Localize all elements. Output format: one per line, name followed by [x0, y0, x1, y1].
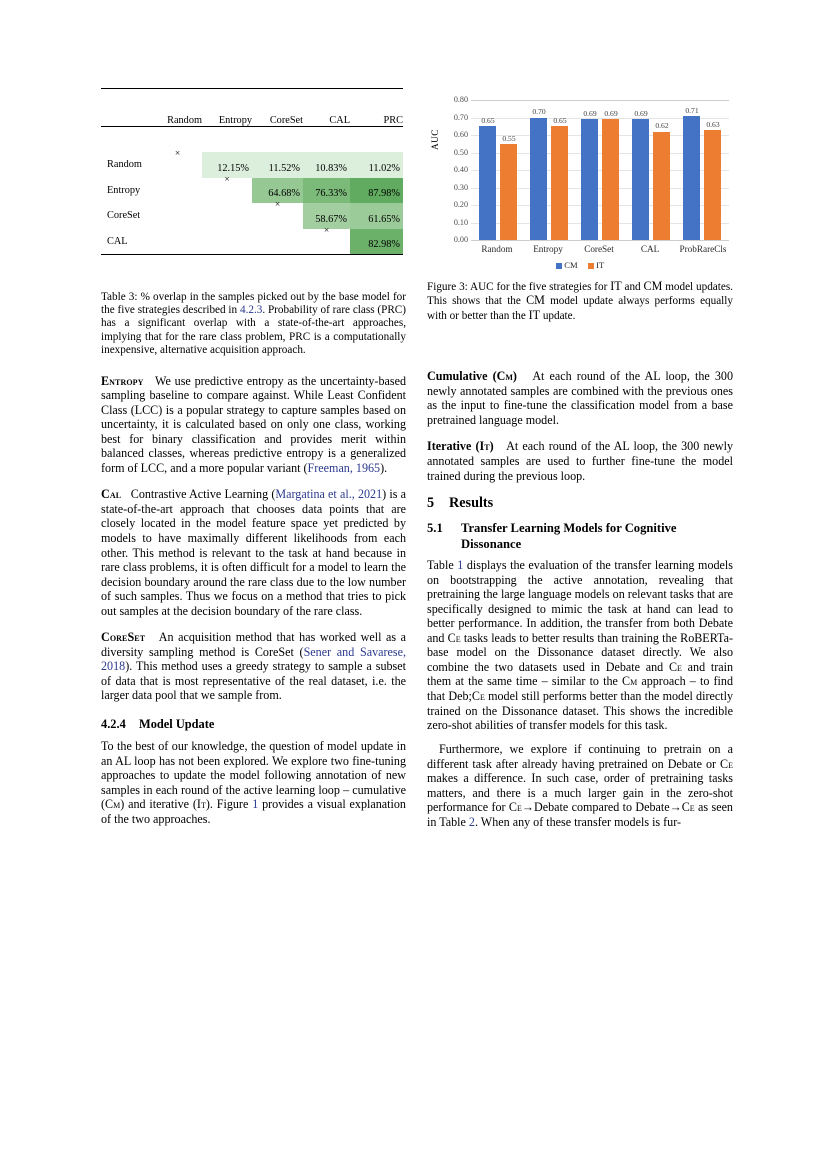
- cell-random-cal: 10.83%: [303, 152, 350, 178]
- figure-reference-link[interactable]: 1: [252, 797, 259, 812]
- cumulative-lead-in: Cumulative (: [427, 369, 497, 384]
- arrow-icon: →: [521, 800, 534, 815]
- subsection-heading-transfer-learning: [427, 521, 733, 552]
- left-column: [101, 88, 406, 839]
- x-tick-cal: CAL: [640, 244, 660, 254]
- ce-abbrev: Ce: [471, 688, 485, 703]
- cell-entropy-coreset: 64.68%: [252, 178, 303, 204]
- figure-3-caption: Figure 3: AUC for the five strategies for IT and CM model updates. This shows that the CM model update always performs equally with or better than the IT update.: [427, 279, 733, 322]
- citation-margatina[interactable]: Margatina et al., 2021: [275, 487, 383, 502]
- cell-entropy-entropy: [202, 174, 252, 204]
- cell-cal-random: [153, 229, 202, 255]
- col-header-prc: PRC: [383, 114, 403, 126]
- cell-cal-prc: 82.98%: [350, 229, 403, 255]
- entropy-paragraph: Entropy We use predictive entropy as the uncertainty-based sampling baseline to compare against. While Least Confident Class (LCC) is a popular strategy to capture samples based on uncertainty, it is calculated based on only one class, working best for binary classification and provides merit within balanced classes, whereas predictive entropy is a generalized form of LCC, and a more popular variant (Freeman, 1965).: [101, 373, 406, 475]
- table-reference-link[interactable]: 1: [457, 558, 464, 573]
- cell-entropy-random: [153, 178, 202, 204]
- it-abbrev: IT: [528, 307, 541, 322]
- row-label-cal: CAL: [107, 235, 128, 247]
- it-abbrev: IT: [610, 279, 622, 293]
- x-tick-coreset: CoreSet: [584, 244, 614, 254]
- section-heading-model-update: [101, 717, 406, 732]
- table-3-container: [101, 88, 406, 281]
- figure-3-container: [427, 88, 733, 274]
- right-column: [427, 88, 733, 839]
- cal-paragraph: Cal Contrastive Active Learning (Margatina et al., 2021) is a state-of-the-art approach that chooses data points that are closely located in the model feature space yet predicted by models to have maximally different likelihoods from each other. This method is relevant to the task at hand because in rare class problems, it is often difficult for a model to learn the decision boundary around the rare class due to the low number of such samples. Thus we focus on a method that tries to pick out samples at the decision boundary of the rare class.: [101, 487, 406, 618]
- x-tick-random: Random: [481, 244, 513, 254]
- subsection-number: 5.1: [427, 521, 443, 536]
- diagonal-x-icon: ×: [274, 200, 281, 210]
- iterative-paragraph: Iterative (It) At each round of the AL loop, the 300 newly annotated samples are used to further fine-tune the model trained during the previous loop.: [427, 439, 733, 483]
- table-reference-link[interactable]: 2: [468, 814, 475, 829]
- two-column-layout: [101, 88, 733, 839]
- bar-label-it-cal: 0.62: [655, 121, 669, 131]
- bar-cm-entropy[interactable]: [530, 118, 547, 241]
- bar-cm-random[interactable]: [479, 126, 496, 240]
- y-tick-7: 0.70: [453, 112, 468, 122]
- table-row: [101, 203, 403, 229]
- y-tick-3: 0.30: [453, 182, 468, 192]
- diagonal-x-icon: ×: [174, 149, 181, 159]
- ce-abbrev: Ce: [668, 659, 682, 674]
- col-header-coreset: CoreSet: [269, 114, 303, 126]
- section-reference-link[interactable]: 4.2.3: [239, 303, 263, 316]
- bar-group-cal: [632, 100, 670, 240]
- citation-sener-savarese[interactable]: Sener and Savarese, 2018: [101, 644, 406, 674]
- section-number: 4.2.4: [101, 717, 126, 732]
- ce-abbrev: Ce: [681, 800, 695, 815]
- x-tick-entropy: Entropy: [533, 244, 563, 254]
- bar-it-probrarecls[interactable]: [704, 130, 721, 240]
- cell-random-prc: 11.02%: [350, 152, 403, 178]
- bar-label-cm-probrarecls: 0.71: [685, 105, 699, 115]
- cell-cal-coreset: [252, 229, 303, 255]
- y-tick-4: 0.40: [453, 165, 468, 174]
- bar-cm-probrarecls[interactable]: [683, 116, 700, 240]
- cell-random-coreset: 11.52%: [252, 152, 303, 178]
- cell-coreset-random: [153, 203, 202, 229]
- cell-cal-entropy: [202, 229, 252, 255]
- table-header-row: [101, 115, 403, 127]
- iterative-lead-abbrev: It: [479, 439, 490, 454]
- cell-random-entropy: 12.15%: [202, 152, 252, 178]
- legend-swatch-cm-icon: [556, 263, 562, 269]
- bar-label-it-random: 0.55: [502, 133, 516, 143]
- col-header-random: Random: [167, 114, 202, 126]
- table-row: [101, 178, 403, 204]
- diagonal-x-icon: ×: [224, 174, 230, 185]
- bar-group-coreset: [581, 100, 619, 240]
- iterative-lead-in: Iterative (: [427, 439, 480, 454]
- cell-entropy-prc: 87.98%: [350, 178, 403, 204]
- bar-label-it-entropy: 0.65: [553, 116, 567, 125]
- legend-item-cm[interactable]: [556, 260, 578, 270]
- it-abbrev: It: [196, 797, 206, 812]
- cell-entropy-cal: 76.33%: [303, 178, 350, 204]
- bar-group-random: [479, 100, 517, 240]
- cm-abbrev: CM: [526, 293, 545, 308]
- legend-item-it[interactable]: [588, 260, 605, 270]
- cell-cal-cal: [303, 225, 350, 255]
- cm-abbrev: Cm: [105, 797, 121, 812]
- bar-label-it-probrarecls: 0.63: [706, 119, 720, 129]
- model-update-paragraph: To the best of our knowledge, the question of model update in an AL loop has not been explored. We explore two fine-tuning approaches to update the model following annotation of new samples in each round of the active learning loop – cumulative (Cm) and iterative (It). Figure 1 provides a visual explanation of the two approaches.: [101, 739, 406, 826]
- cell-coreset-coreset: [252, 200, 303, 229]
- y-tick-0: 0.00: [453, 235, 468, 244]
- y-tick-8: 0.80: [453, 95, 468, 104]
- cell-random-random: [153, 149, 202, 178]
- entropy-lead-in: Entropy: [101, 373, 144, 388]
- bar-it-random[interactable]: [500, 144, 517, 240]
- cell-coreset-entropy: [202, 203, 252, 229]
- citation-freeman[interactable]: Freeman, 1965: [307, 460, 381, 475]
- cell-coreset-cal: 58.67%: [303, 203, 350, 229]
- bar-label-cm-cal: 0.69: [634, 109, 648, 118]
- overlap-table: [101, 88, 403, 281]
- legend-label-it: IT: [596, 260, 605, 270]
- legend-swatch-it-icon: [588, 263, 594, 269]
- section-title: Results: [449, 495, 494, 512]
- results-paragraph-2: Furthermore, we explore if continuing to pretrain on a different task after already having pretrained on Debate or Ce makes a difference. In such case, order of pretraining tasks matters, and there is a much larger gain in the zero-shot performance for Ce→Debate compared to Debate→Ce as seen in Table 2. When any of these transfer models is fur-: [427, 742, 733, 829]
- results-paragraph-1: Table 1 displays the evaluation of the transfer learning models on bootstrapping the active annotation, revealing that pretraining the large language models on relevant tasks that are specifically designed to mimic the task at hand can lead to better performance. In addition, the transfer from both Debate and Ce tasks leads to better results than training the RoBERTa-base model on the Dissonance dataset directly. We also combine the two datasets used in Debate and Ce and train them at the same time – similar to the Cm approach – to find that Deb;Ce model still performs better than the model directly trained on the Dissonance dataset. This shows the incredible zero-shot abilities of transfer models for this task.: [427, 558, 734, 733]
- table-row: [101, 152, 403, 178]
- cumulative-lead-abbrev: Cm: [496, 369, 513, 384]
- bar-group-probrarecls: [683, 100, 721, 240]
- diagonal-x-icon: ×: [323, 225, 330, 236]
- y-axis-label: AUC: [431, 129, 441, 150]
- plot-area: [471, 100, 729, 240]
- y-tick-5: 0.50: [453, 147, 468, 157]
- chart-legend: [427, 260, 733, 270]
- bar-label-cm-entropy: 0.70: [532, 107, 546, 117]
- bar-label-cm-random: 0.65: [481, 116, 495, 125]
- col-header-cal: CAL: [329, 114, 350, 126]
- y-tick-1: 0.10: [453, 217, 468, 227]
- ce-abbrev: Ce: [720, 756, 733, 771]
- y-tick-6: 0.60: [453, 130, 468, 139]
- bar-cm-coreset[interactable]: [581, 119, 598, 240]
- auc-bar-chart: [427, 88, 733, 274]
- coreset-paragraph: CoreSet An acquisition method that has worked well as a diversity sampling method is CoreSet (Sener and Savarese, 2018). This method uses a greedy strategy to sample a subset of data that is most representative of the real dataset, i.e. the larger data pool that we sample from.: [101, 630, 406, 703]
- bar-label-it-coreset: 0.69: [604, 109, 618, 118]
- bar-it-coreset[interactable]: [602, 119, 619, 240]
- row-label-coreset: CoreSet: [107, 210, 141, 222]
- cm-abbrev: CM: [643, 279, 663, 293]
- bar-cm-cal[interactable]: [632, 119, 649, 240]
- ce-abbrev: Ce: [447, 630, 461, 645]
- cell-coreset-prc: 61.65%: [350, 203, 403, 229]
- bar-it-entropy[interactable]: [551, 126, 568, 240]
- table-row: [101, 229, 403, 255]
- legend-label-cm: CM: [564, 260, 578, 270]
- cal-lead-in: Cal: [101, 487, 122, 502]
- col-header-blank: [101, 115, 153, 127]
- bar-it-cal[interactable]: [653, 132, 670, 241]
- x-tick-probrarecls: ProbRareCls: [679, 244, 727, 254]
- cm-abbrev: Cm: [622, 674, 638, 689]
- col-header-entropy: Entropy: [218, 114, 252, 126]
- y-tick-2: 0.20: [453, 200, 468, 209]
- coreset-lead-in: CoreSet: [101, 630, 146, 645]
- row-label-random: Random: [107, 159, 142, 171]
- cumulative-paragraph: Cumulative (Cm) At each round of the AL loop, the 300 newly annotated samples are combined with the previous ones as the input to fine-tune the classification model from a base pretrained language model.: [427, 369, 733, 427]
- subsection-title: Transfer Learning Models for Cognitive Dissonance: [461, 521, 677, 551]
- section-title: Model Update: [139, 717, 215, 732]
- section-number: 5: [427, 495, 435, 512]
- arrow-icon: →: [669, 800, 682, 815]
- table-3-caption: Table 3: % overlap in the samples picked out by the base model for the five strategies described in 4.2.3. Probability of rare class (PRC) has a significant overlap with a state-of-the-art approaches, implying that for the rare class problem, PRC is a computationally inexpensive, alternative acquisition approach.: [101, 290, 407, 357]
- bar-group-entropy: [530, 100, 568, 240]
- ce-abbrev: Ce: [508, 800, 522, 815]
- section-heading-results: [427, 495, 733, 512]
- bar-label-cm-coreset: 0.69: [583, 109, 597, 118]
- row-label-entropy: Entropy: [107, 184, 141, 196]
